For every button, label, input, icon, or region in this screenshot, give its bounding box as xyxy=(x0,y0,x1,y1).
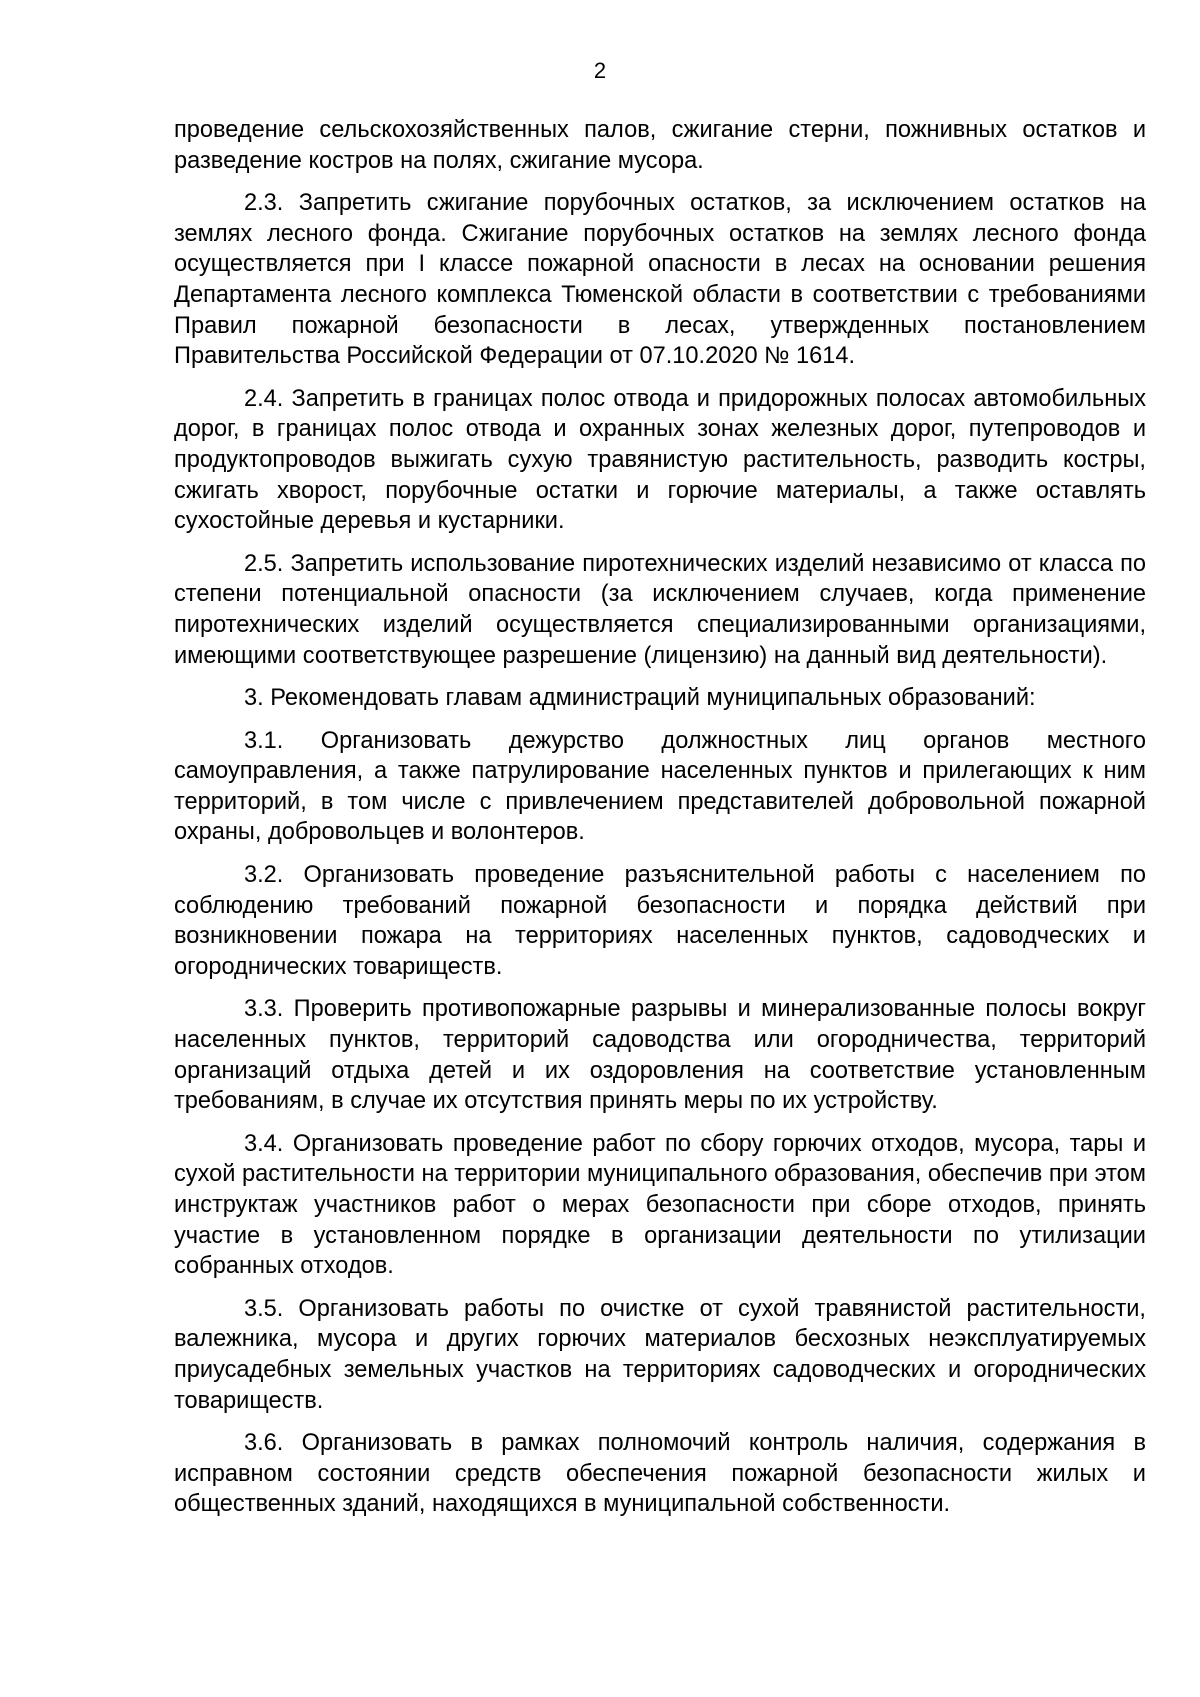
paragraph-3-1: 3.1. Организовать дежурство должностных лиц органов местного самоуправления, а также патрулирование населенных пунктов и прилегающих к ним территорий, в том числе с привлечением представителей добровольной пожарной охраны, добровольцев и волонтеров. xyxy=(174,727,1146,846)
paragraph-3-6: 3.6. Организовать в рамках полномочий контроль наличия, содержания в исправном состоянии средств обеспечения пожарной безопасности жилых и общественных зданий, находящихся в муниципальной собственности. xyxy=(174,1430,1146,1518)
paragraph-3-2: 3.2. Организовать проведение разъяснительной работы с населением по соблюдению требований пожарной безопасности и порядка действий при возникновении пожара на территориях населенных пунктов, садоводческих и огороднических товариществ. xyxy=(174,862,1146,980)
paragraph-2-5: 2.5. Запретить использование пиротехнических изделий независимо от класса по степени потенциальной опасности (за исключением случаев, когда применение пиротехнических изделий осуществляется специализированными организациями, имеющими соответствующее разрешение (лицензию) на данный вид деятельности). xyxy=(174,550,1146,669)
paragraph-3-3: 3.3. Проверить противопожарные разрывы и минерализованные полосы вокруг населенных пунктов, территорий садоводства или огородничества, территорий организаций отдыха детей и их оздоровления на соответствие установленным требованиям, в случае их отсутствия принять меры по их устройству. xyxy=(174,996,1146,1115)
paragraph-2-3: 2.3. Запретить сжигание порубочных остатков, за исключением остатков на землях лесного фонда. Сжигание порубочных остатков на землях лесного фонда осуществляется при I классе пожарной опасности в лесах на основании решения Департамента лесного комплекса Тюменской области в соответствии с требованиями Правил пожарной безопасности в лесах, утвержденных постановлением Правительства Российской Федерации от 07.10.2020 № 1614. xyxy=(174,190,1146,370)
page-number: 2 xyxy=(593,58,607,83)
paragraph-3-4: 3.4. Организовать проведение работ по сбору горючих отходов, мусора, тары и сухой растительности на территории муниципального образования, обеспечив при этом инструктаж участников работ о мерах безопасности при сборе отходов, принять участие в установленном порядке в организации деятельности по утилизации собранных отходов. xyxy=(174,1130,1146,1280)
paragraph-3: 3. Рекомендовать главам администраций муниципальных образований: xyxy=(244,685,1036,712)
paragraph-3-5: 3.5. Организовать работы по очистке от сухой травянистой растительности, валежника, мусора и других горючих материалов бесхозных неэксплуатируемых приусадебных земельных участков на территориях садоводческих и огороднических товариществ. xyxy=(174,1295,1146,1414)
paragraph-continuation: проведение сельскохозяйственных палов, сжигание стерни, пожнивных остатков и разведение костров на полях, сжигание мусора. xyxy=(174,117,1146,174)
paragraph-2-4: 2.4. Запретить в границах полос отвода и придорожных полосах автомобильных дорог, в границах полос отвода и охранных зонах железных дорог, путепроводов и продуктопроводов выжигать сухую травянистую растительность, разводить костры, сжигать хворост, порубочные остатки и горючие материалы, а также оставлять сухостойные деревья и кустарники. xyxy=(174,385,1146,535)
document-body xyxy=(174,115,1146,1532)
